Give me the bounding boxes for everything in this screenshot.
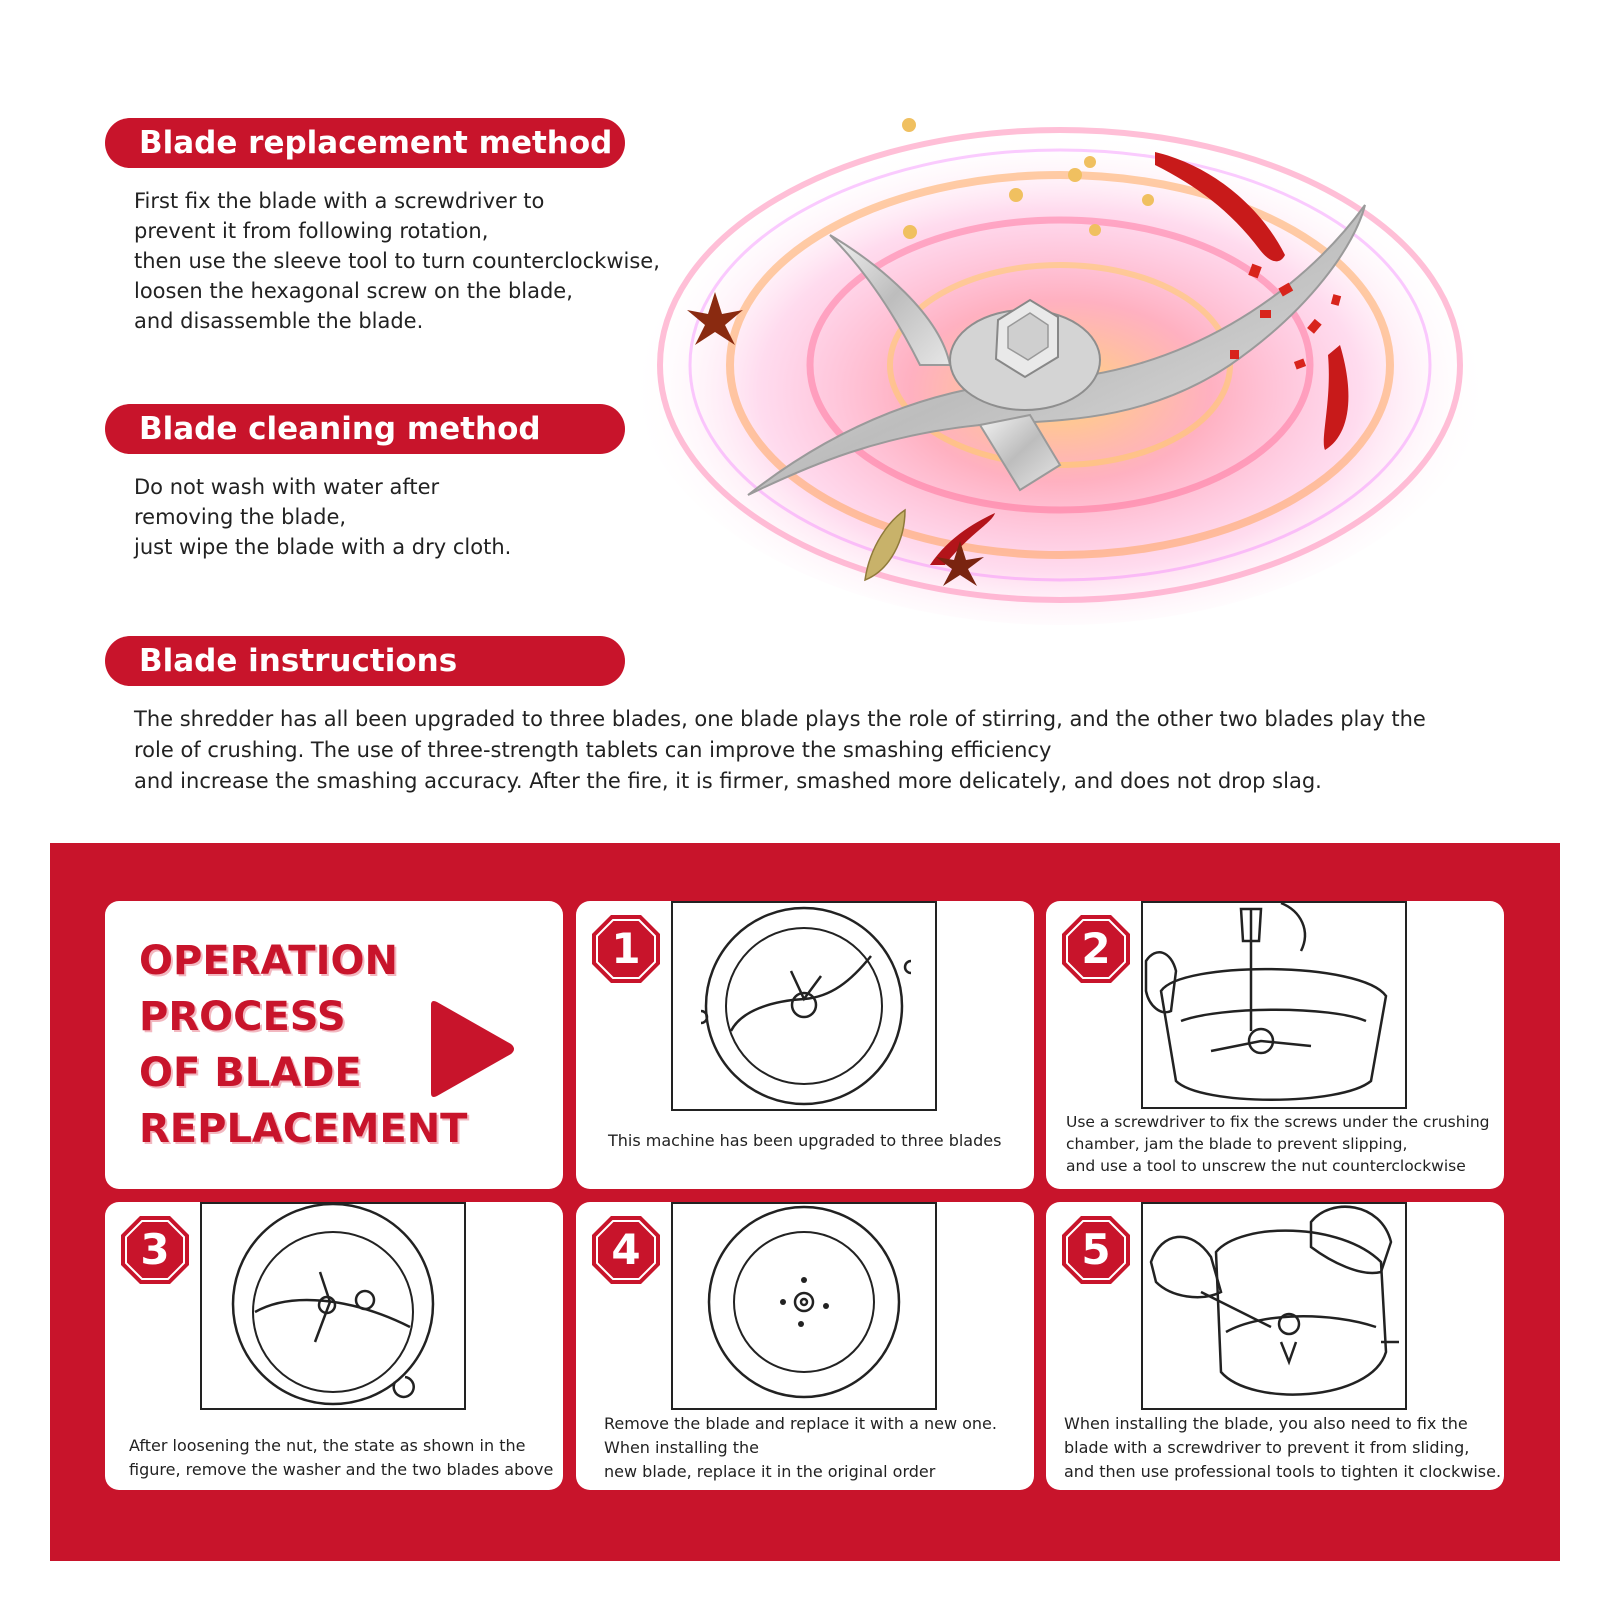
caption-line: new blade, replace it in the original order xyxy=(604,1462,936,1481)
caption-line: When installing the blade, you also need to fix the xyxy=(1064,1414,1468,1433)
step-number-badge-icon xyxy=(1060,913,1132,985)
text-line: First fix the blade with a screwdriver to xyxy=(134,189,545,213)
operation-title-card xyxy=(105,901,563,1189)
operation-title xyxy=(139,933,467,1157)
section-heading-instructions: Blade instructions xyxy=(105,636,625,686)
step-5-caption xyxy=(1064,1412,1501,1484)
caption-line: and then use professional tools to tighten it clockwise. xyxy=(1064,1462,1502,1481)
step-3-caption xyxy=(129,1434,553,1482)
spinning-blade-illustration xyxy=(620,95,1580,675)
caption-line: blade with a screwdriver to prevent it from sliding, xyxy=(1064,1438,1470,1457)
step-3-figure xyxy=(200,1202,466,1412)
step-1-caption xyxy=(608,1129,1001,1153)
instructions-text xyxy=(134,704,1426,797)
step-number: 2 xyxy=(1081,924,1111,973)
text-line: role of crushing. The use of three-strength tablets can improve the smashing efficiency xyxy=(134,738,1052,762)
step-card-4 xyxy=(576,1202,1034,1490)
text-line: and increase the smashing accuracy. After the fire, it is firmer, smashed more delicately, and does not drop slag. xyxy=(134,769,1322,793)
step-card-3 xyxy=(105,1202,563,1490)
step-number-badge-icon xyxy=(590,1214,662,1286)
play-arrow-icon xyxy=(427,999,517,1099)
step-number-badge-icon xyxy=(119,1214,191,1286)
title-line: PROCESS xyxy=(139,994,346,1040)
text-line: and disassemble the blade. xyxy=(134,309,424,333)
step-number: 3 xyxy=(140,1225,170,1274)
step-number-badge-icon xyxy=(1060,1214,1132,1286)
step-number-badge-icon xyxy=(590,913,662,985)
caption-line: After loosening the nut, the state as shown in the xyxy=(129,1436,526,1455)
operation-panel xyxy=(50,843,1560,1561)
text-line: removing the blade, xyxy=(134,505,347,529)
step-number: 1 xyxy=(611,924,641,973)
step-number: 5 xyxy=(1081,1225,1111,1274)
text-line: just wipe the blade with a dry cloth. xyxy=(134,535,512,559)
replacement-text xyxy=(134,186,660,336)
text-line: The shredder has all been upgraded to three blades, one blade plays the role of stirring, and the other two blades play the xyxy=(134,707,1426,731)
step-2-caption xyxy=(1066,1111,1490,1177)
cleaning-text xyxy=(134,472,511,562)
text-line: Do not wash with water after xyxy=(134,475,440,499)
caption-line: When installing the xyxy=(604,1438,760,1457)
caption-line: and use a tool to unscrew the nut counterclockwise xyxy=(1066,1157,1466,1175)
step-card-2 xyxy=(1046,901,1504,1189)
step-5-figure xyxy=(1141,1202,1407,1412)
text-line: then use the sleeve tool to turn counterclockwise, xyxy=(134,249,660,273)
caption-line: Remove the blade and replace it with a new one. xyxy=(604,1414,997,1433)
caption-line: Use a screwdriver to fix the screws under the crushing xyxy=(1066,1113,1490,1131)
section-heading-replacement: Blade replacement method xyxy=(105,118,625,168)
title-line: OPERATION xyxy=(139,938,398,984)
step-1-figure xyxy=(671,901,937,1113)
caption-line: chamber, jam the blade to prevent slipping, xyxy=(1066,1135,1408,1153)
section-heading-cleaning: Blade cleaning method xyxy=(105,404,625,454)
step-2-figure xyxy=(1141,901,1407,1111)
caption-line: figure, remove the washer and the two blades above xyxy=(129,1460,554,1479)
title-line: REPLACEMENT xyxy=(139,1106,468,1152)
caption-line: This machine has been upgraded to three blades xyxy=(608,1131,1002,1150)
step-card-1 xyxy=(576,901,1034,1189)
step-card-5 xyxy=(1046,1202,1504,1490)
step-number: 4 xyxy=(611,1225,641,1274)
text-line: prevent it from following rotation, xyxy=(134,219,489,243)
step-4-figure xyxy=(671,1202,937,1412)
step-4-caption xyxy=(604,1412,997,1484)
title-line: OF BLADE xyxy=(139,1050,362,1096)
text-line: loosen the hexagonal screw on the blade, xyxy=(134,279,573,303)
